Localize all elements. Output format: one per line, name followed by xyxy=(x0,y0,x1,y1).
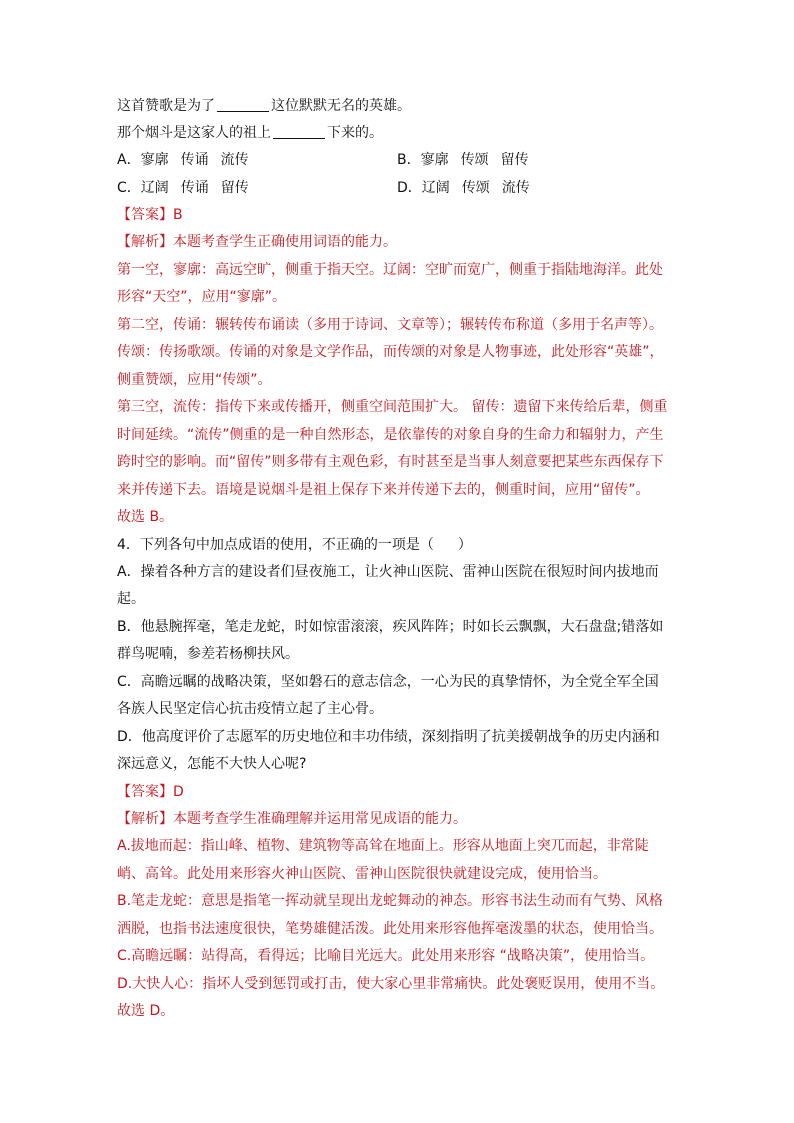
q3-analysis-line: 第三空，流传：指传下来或传播开，侧重空间范围扩大。 留传：遗留下来传给后辈，侧重 xyxy=(117,399,668,415)
q4-analysis-line: B.笔走龙蛇：意思是指笔一挥动就呈现出龙蛇舞动的神态。形容书法生动而有气势、风格 xyxy=(117,893,664,909)
q4-answer xyxy=(117,782,184,802)
blank-line xyxy=(217,97,269,112)
analysis-text: 本题考查学生正确使用词语的能力。 xyxy=(173,234,397,250)
q3-option-d xyxy=(397,178,530,198)
q4-option-b-line-2: 群鸟呢喃，参差若杨柳扶风。 xyxy=(117,646,299,662)
option-label: B． xyxy=(397,152,421,168)
answer-value: B xyxy=(173,207,183,223)
option-word: 流传 xyxy=(220,152,249,168)
q3-analysis-line: 跨时空的影响。而“留传”则多带有主观色彩，有时甚至是当事人刻意要把某些东西保存下 xyxy=(117,454,664,470)
q4-option-a-line-2: 起。 xyxy=(117,591,145,607)
q4-option-c-line-2: 各族人民坚定信心抗击疫情立起了主心骨。 xyxy=(117,701,383,717)
q3-option-c xyxy=(117,178,249,198)
q4-stem-close: ） xyxy=(457,537,472,553)
q4-stem-text: 4．下列各句中加点成语的使用，不正确的一项是（ xyxy=(117,537,434,553)
option-label: D． xyxy=(397,180,422,196)
q4-stem xyxy=(117,535,472,555)
q4-analysis-line: C.高瞻远瞩：站得高，看得远；比喻目光远大。此处用来形容 “战略决策”，使用恰当。 xyxy=(117,948,655,964)
q3-conclusion: 故选 B。 xyxy=(117,509,174,525)
q4-analysis-line: A.拔地而起：指山峰、植物、建筑物等高耸在地面上。形容从地面上突兀而起，非常陡 xyxy=(117,838,649,854)
answer-value: D xyxy=(173,784,184,800)
q3-sentence-2-after: 下来的。 xyxy=(327,125,383,141)
analysis-text: 本题考查学生准确理解并运用常见成语的能力。 xyxy=(173,811,467,827)
option-word: 辽阔 xyxy=(140,180,169,196)
option-word: 传颂 xyxy=(460,152,489,168)
option-word: 流传 xyxy=(501,180,530,196)
q3-sentence-2-before: 那个烟斗是这家人的祖上 xyxy=(117,125,271,141)
q3-sentence-2 xyxy=(117,123,383,143)
option-word: 留传 xyxy=(500,152,529,168)
q3-analysis-line xyxy=(117,232,397,252)
q3-option-b xyxy=(397,150,529,170)
option-label: C． xyxy=(117,180,141,196)
option-word: 寥廓 xyxy=(140,152,169,168)
q3-analysis-line: 形容“天空”，应用“寥廓”。 xyxy=(117,289,287,305)
q3-analysis-line: 传颂：传扬歌颂。传诵的对象是文学作品，而传颂的对象是人物事迹，此处形容“英雄”， xyxy=(117,344,664,360)
q4-analysis-line: D.大快人心：指坏人受到惩罚或打击，使大家心里非常痛快。此处褒贬误用，使用不当。 xyxy=(117,976,665,992)
q3-sentence-1-before: 这首赞歌是为了 xyxy=(117,98,215,114)
q4-option-c-line-1: C．高瞻远瞩的战略决策，坚如磐石的意志信念，一心为民的真挚情怀，为全党全军全国 xyxy=(117,674,659,690)
answer-tag: 【答案】 xyxy=(117,784,173,800)
q3-analysis-line: 来并传递下去。语境是说烟斗是祖上保存下来并传递下去的，侧重时间，应用“留传”。 xyxy=(117,482,650,498)
q3-answer xyxy=(117,205,183,225)
analysis-tag: 【解析】 xyxy=(117,811,173,827)
blank-line xyxy=(273,124,325,139)
q4-option-b-line-1: B．他悬腕挥毫，笔走龙蛇，时如惊雷滚滚，疾风阵阵；时如长云飘飘，大石盘盘;错落如 xyxy=(117,619,664,635)
option-word: 传诵 xyxy=(180,152,209,168)
answer-tag: 【答案】 xyxy=(117,207,173,223)
q4-option-d-line-1: D．他高度评价了志愿军的历史地位和丰功伟绩，深刻指明了抗美援朝战争的历史内涵和 xyxy=(117,729,660,745)
analysis-tag: 【解析】 xyxy=(117,234,173,250)
q4-analysis-line xyxy=(117,809,467,829)
option-word: 留传 xyxy=(220,180,249,196)
option-word: 传诵 xyxy=(180,180,209,196)
q4-conclusion: 故选 D。 xyxy=(117,1003,175,1019)
q3-analysis-line: 第一空，寥廓：高远空旷，侧重于指天空。辽阔：空旷而宽广，侧重于指陆地海洋。此处 xyxy=(117,262,663,278)
option-label: A． xyxy=(117,152,141,168)
q3-sentence-1 xyxy=(117,96,411,116)
q4-analysis-line: 洒脱，也指书法速度很快，笔势雄健活泼。此处用来形容他挥毫泼墨的状态，使用恰当。 xyxy=(117,921,663,937)
q3-analysis-line: 第二空，传诵：辗转传布诵读（多用于诗词、文章等）；辗转传布称道（多用于名声等）。 xyxy=(117,317,663,333)
option-word: 传颂 xyxy=(461,180,490,196)
q4-analysis-line: 峭、高耸。此处用来形容火神山医院、雷神山医院很快就建设完成，使用恰当。 xyxy=(117,866,607,882)
q4-option-a-line-1: A．操着各种方言的建设者们昼夜施工，让火神山医院、雷神山医院在很短时间内拔地而 xyxy=(117,564,659,580)
q3-sentence-1-after: 这位默默无名的英雄。 xyxy=(271,98,411,114)
q3-option-a xyxy=(117,150,249,170)
q4-option-d-line-2: 深远意义，怎能不大快人心呢? xyxy=(117,756,307,772)
option-word: 辽阔 xyxy=(421,180,450,196)
q3-analysis-line: 侧重赞颂，应用“传颂”。 xyxy=(117,372,272,388)
q3-analysis-line: 时间延续。“流传”侧重的是一种自然形态，是依靠传的对象自身的生命力和辐射力，产生 xyxy=(117,427,664,443)
option-word: 寥廓 xyxy=(420,152,449,168)
